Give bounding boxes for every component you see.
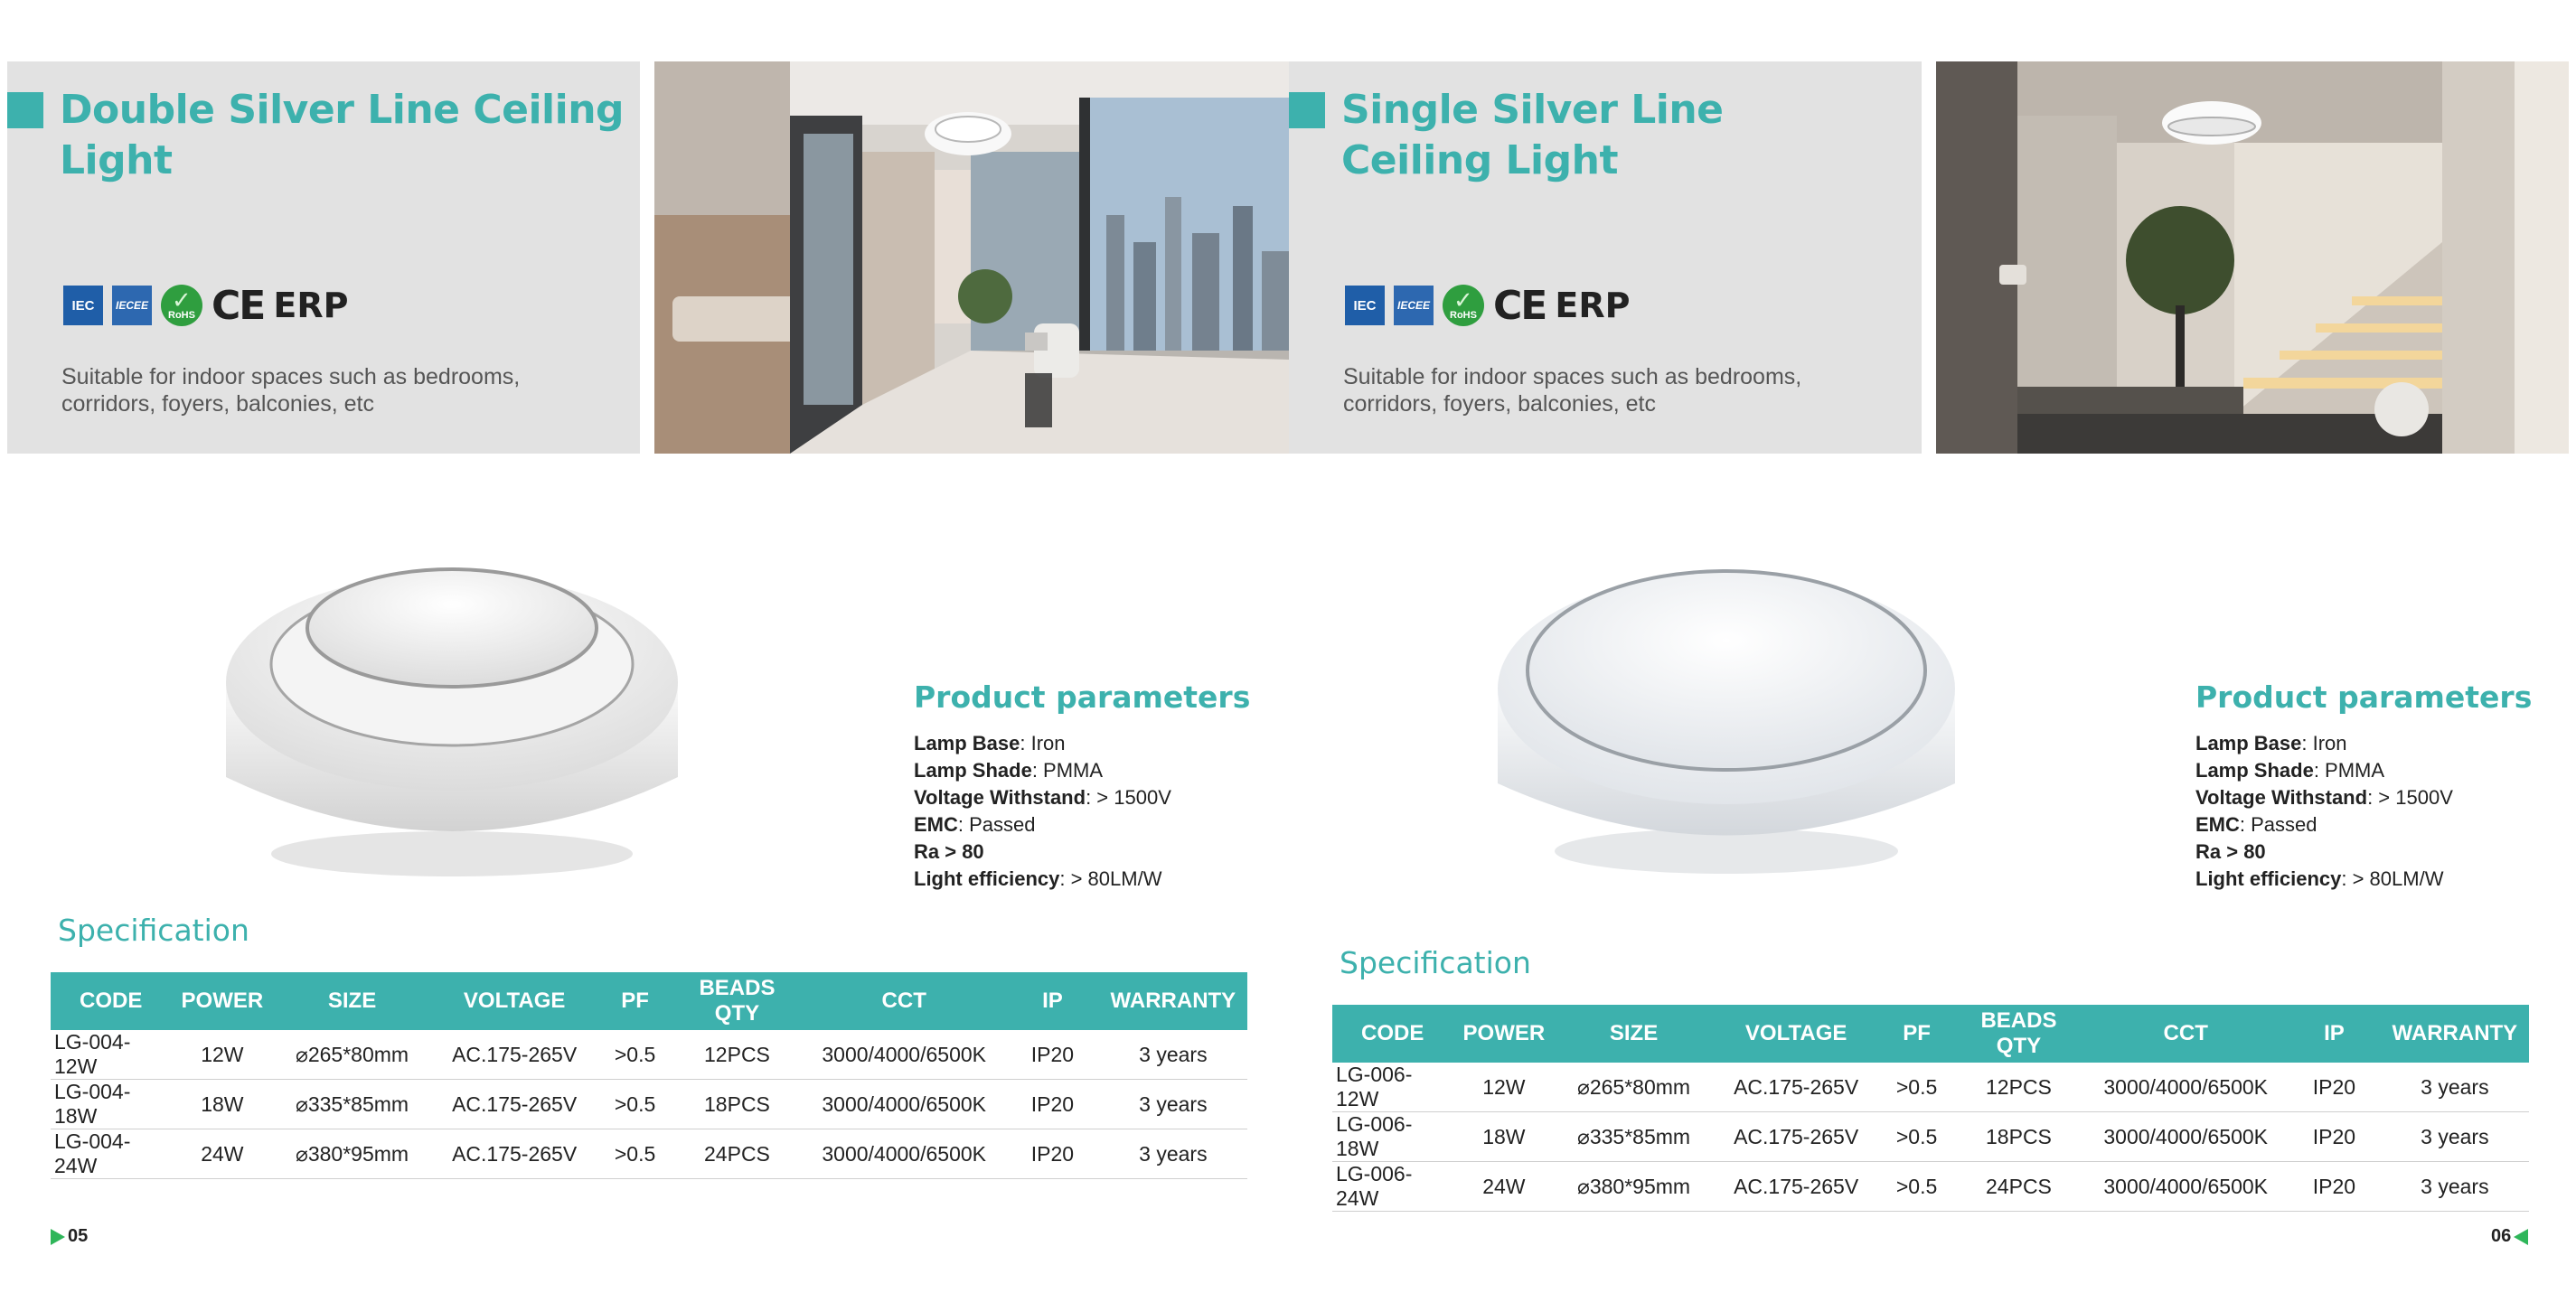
left-hero-panel	[7, 61, 640, 454]
suitable-line: corridors, foyers, balconies, etc	[61, 391, 374, 417]
param-row: Lamp Shade: PMMA	[914, 759, 1104, 782]
cell: AC.175-265V	[431, 1030, 598, 1080]
left-title-line: Double Silver Line Ceiling Light	[60, 87, 625, 183]
right-title-line: Single Silver Line	[1341, 87, 1724, 133]
col-power: POWER	[171, 972, 273, 1030]
right-params-list	[2195, 730, 2453, 893]
table-header-row	[51, 972, 1247, 1030]
cell: 3 years	[1099, 1030, 1247, 1080]
param-row: Ra > 80	[2195, 840, 2266, 863]
left-params-list	[914, 730, 1171, 893]
cell: >0.5	[1880, 1112, 1954, 1162]
cell: AC.175-265V	[1713, 1162, 1880, 1212]
param-row: EMC: Passed	[2195, 813, 2317, 836]
left-spec-title: Specification	[58, 913, 249, 948]
cell: 3000/4000/6500K	[2083, 1063, 2288, 1112]
cell: 12PCS	[672, 1030, 803, 1080]
param-row: Lamp Base: Iron	[914, 732, 1066, 754]
cell: 18PCS	[1954, 1112, 2084, 1162]
cell: 3 years	[1099, 1080, 1247, 1129]
cell: 18PCS	[672, 1080, 803, 1129]
cell: 24PCS	[1954, 1162, 2084, 1212]
cell: AC.175-265V	[431, 1129, 598, 1179]
col-warranty: WARRANTY	[2381, 1005, 2529, 1063]
col-beads-qty: BEADS QTY	[1954, 1005, 2084, 1063]
page-number-text: 05	[68, 1226, 89, 1246]
ce-logo: CE	[1493, 282, 1547, 329]
cell: ⌀380*95mm	[1555, 1162, 1712, 1212]
table-header-row	[1332, 1005, 2529, 1063]
cell: 24W	[1453, 1162, 1555, 1212]
cell: IP20	[2288, 1063, 2381, 1112]
table-row	[51, 1030, 1247, 1080]
cell: 3 years	[2381, 1112, 2529, 1162]
cell: LG-006-18W	[1332, 1112, 1453, 1162]
iec-logo: IEC	[1345, 286, 1385, 325]
cell: LG-006-12W	[1332, 1063, 1453, 1112]
cell: >0.5	[598, 1080, 672, 1129]
col-ip: IP	[1006, 972, 1099, 1030]
cell: 3 years	[1099, 1129, 1247, 1179]
left-page-number	[51, 1226, 88, 1247]
col-voltage: VOLTAGE	[1713, 1005, 1880, 1063]
cell: 18W	[171, 1080, 273, 1129]
cell: LG-004-18W	[51, 1080, 171, 1129]
cell: LG-004-24W	[51, 1129, 171, 1179]
cell: IP20	[2288, 1162, 2381, 1212]
cell: IP20	[2288, 1112, 2381, 1162]
right-suitable-text	[1343, 363, 1849, 417]
cell: 12W	[1453, 1063, 1555, 1112]
page-number-text: 06	[2491, 1226, 2512, 1246]
col-pf: PF	[598, 972, 672, 1030]
right-cert-logos	[1345, 283, 1630, 328]
rohs-logo: ✓ RoHS	[161, 285, 202, 326]
cell: ⌀335*85mm	[273, 1080, 430, 1129]
left-suitable-text	[61, 363, 568, 417]
suitable-line: Suitable for indoor spaces such as bedrooms,	[1343, 364, 1802, 389]
cell: 3000/4000/6500K	[802, 1080, 1006, 1129]
param-row: Lamp Base: Iron	[2195, 732, 2347, 754]
cell: >0.5	[598, 1030, 672, 1080]
double-silver-line-ceiling-light-image	[208, 542, 696, 890]
cell: 24PCS	[672, 1129, 803, 1179]
col-size: SIZE	[273, 972, 430, 1030]
cell: 3 years	[2381, 1063, 2529, 1112]
cell: IP20	[1006, 1129, 1099, 1179]
col-warranty: WARRANTY	[1099, 972, 1247, 1030]
page-marker-icon	[51, 1229, 65, 1245]
erp-logo: ERP	[1555, 286, 1631, 325]
right-hero-panel	[1289, 61, 1922, 454]
cell: >0.5	[1880, 1162, 1954, 1212]
cell: AC.175-265V	[1713, 1063, 1880, 1112]
right-spec-table	[1332, 1005, 2529, 1212]
right-params-title: Product parameters	[2195, 679, 2533, 715]
cell: 12W	[171, 1030, 273, 1080]
rohs-logo: ✓ RoHS	[1443, 285, 1484, 326]
suitable-line: Suitable for indoor spaces such as bedrooms,	[61, 364, 521, 389]
cell: 12PCS	[1954, 1063, 2084, 1112]
single-silver-line-ceiling-light-image	[1487, 535, 1966, 883]
left-product-title	[60, 85, 640, 186]
cell: AC.175-265V	[1713, 1112, 1880, 1162]
cell: 3 years	[2381, 1162, 2529, 1212]
col-beads-qty: BEADS QTY	[672, 972, 803, 1030]
cell: 3000/4000/6500K	[2083, 1112, 2288, 1162]
col-cct: CCT	[2083, 1005, 2288, 1063]
table-row	[51, 1080, 1247, 1129]
col-cct: CCT	[802, 972, 1006, 1030]
col-power: POWER	[1453, 1005, 1555, 1063]
cell: 3000/4000/6500K	[2083, 1162, 2288, 1212]
param-row: Ra > 80	[914, 840, 984, 863]
param-row: Voltage Withstand: > 1500V	[2195, 786, 2453, 809]
cell: ⌀335*85mm	[1555, 1112, 1712, 1162]
erp-logo: ERP	[273, 286, 349, 325]
col-voltage: VOLTAGE	[431, 972, 598, 1030]
col-size: SIZE	[1555, 1005, 1712, 1063]
cell: 24W	[171, 1129, 273, 1179]
iec-logo: IEC	[63, 286, 103, 325]
param-row: Light efficiency: > 80LM/W	[914, 867, 1162, 890]
param-row: Voltage Withstand: > 1500V	[914, 786, 1171, 809]
col-pf: PF	[1880, 1005, 1954, 1063]
cell: >0.5	[598, 1129, 672, 1179]
cell: >0.5	[1880, 1063, 1954, 1112]
left-params-title: Product parameters	[914, 679, 1251, 715]
cell: AC.175-265V	[431, 1080, 598, 1129]
cell: LG-006-24W	[1332, 1162, 1453, 1212]
param-row: Lamp Shade: PMMA	[2195, 759, 2385, 782]
table-row	[1332, 1112, 2529, 1162]
table-row	[1332, 1063, 2529, 1112]
iecee-logo: IECEE	[1394, 286, 1434, 325]
right-title-line: Ceiling Light	[1341, 137, 1618, 183]
col-code: CODE	[51, 972, 171, 1030]
cell: 3000/4000/6500K	[802, 1129, 1006, 1179]
ce-logo: CE	[212, 282, 265, 329]
left-spec-table	[51, 972, 1247, 1179]
right-title-marker	[1289, 92, 1325, 128]
param-row: Light efficiency: > 80LM/W	[2195, 867, 2444, 890]
cell: 18W	[1453, 1112, 1555, 1162]
cell: IP20	[1006, 1080, 1099, 1129]
col-ip: IP	[2288, 1005, 2381, 1063]
left-room-photo	[654, 61, 1289, 454]
left-cert-logos	[63, 283, 348, 328]
table-row	[51, 1129, 1247, 1179]
right-page-number	[2491, 1226, 2528, 1247]
page-marker-icon	[2514, 1229, 2528, 1245]
param-row: EMC: Passed	[914, 813, 1036, 836]
col-code: CODE	[1332, 1005, 1453, 1063]
right-product-title	[1341, 85, 1724, 186]
suitable-line: corridors, foyers, balconies, etc	[1343, 391, 1656, 417]
cell: ⌀265*80mm	[273, 1030, 430, 1080]
cell: ⌀380*95mm	[273, 1129, 430, 1179]
table-row	[1332, 1162, 2529, 1212]
cell: IP20	[1006, 1030, 1099, 1080]
cell: ⌀265*80mm	[1555, 1063, 1712, 1112]
right-room-photo	[1936, 61, 2569, 454]
left-title-marker	[7, 92, 43, 128]
iecee-logo: IECEE	[112, 286, 152, 325]
cell: 3000/4000/6500K	[802, 1030, 1006, 1080]
right-spec-title: Specification	[1340, 945, 1531, 980]
cell: LG-004-12W	[51, 1030, 171, 1080]
